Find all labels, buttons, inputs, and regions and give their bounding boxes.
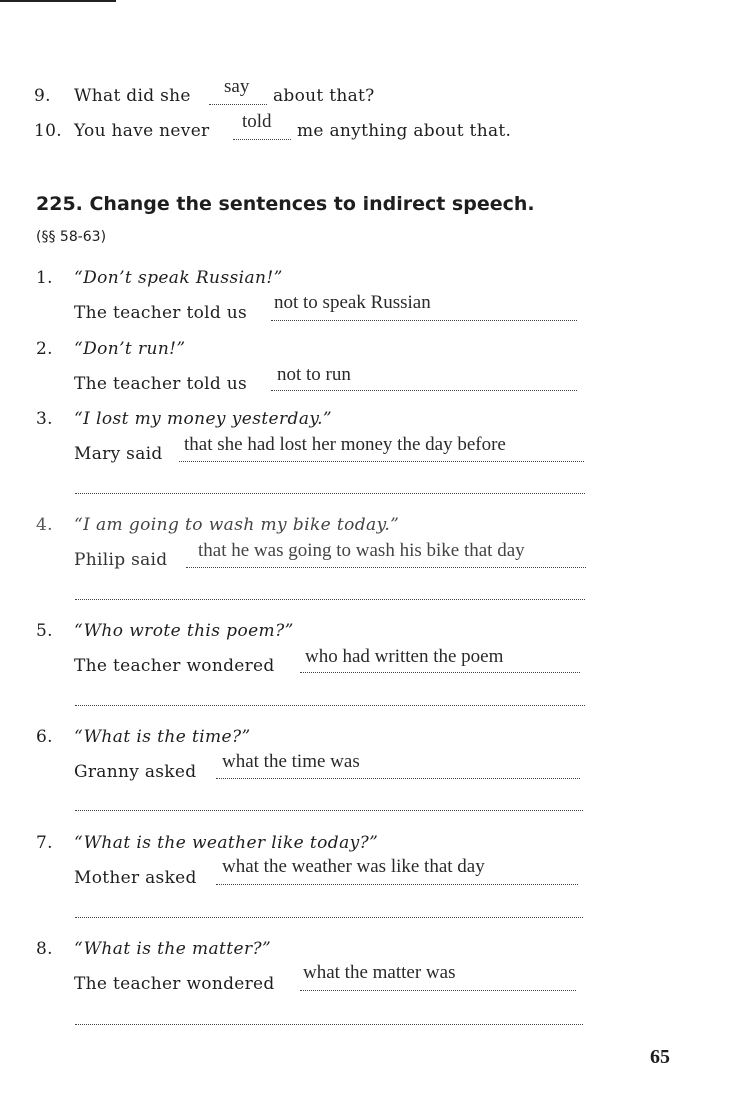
direct-speech-prompt: “Don’t run!”	[74, 339, 186, 359]
reporting-lead: Philip said	[74, 550, 168, 570]
reporting-lead: The teacher told us	[74, 374, 248, 394]
item-number: 7.	[36, 833, 53, 853]
direct-speech-prompt: “What is the time?”	[74, 727, 251, 747]
answer-continuation-line	[75, 1024, 583, 1025]
direct-speech-prompt: “What is the weather like today?”	[74, 833, 379, 853]
reporting-lead: The teacher told us	[74, 303, 248, 323]
direct-speech-prompt: “I lost my money yesterday.”	[74, 409, 333, 429]
reporting-lead: The teacher wondered	[74, 656, 275, 676]
item-number: 8.	[36, 939, 53, 959]
answer-continuation-line	[75, 810, 583, 811]
handwritten-answer: say	[224, 76, 250, 97]
reporting-lead: Mother asked	[74, 868, 197, 888]
answer-dotted-line	[186, 567, 586, 568]
handwritten-answer: what the weather was like that day	[222, 856, 485, 877]
answer-continuation-line	[75, 599, 585, 600]
direct-speech-prompt: “I am going to wash my bike today.”	[74, 515, 400, 535]
handwritten-answer: that he was going to wash his bike that day	[198, 540, 525, 561]
handwritten-answer: that she had lost her money the day before	[184, 434, 506, 455]
answer-continuation-line	[75, 917, 583, 918]
answer-dotted-line	[271, 390, 577, 391]
answer-dotted-line	[216, 778, 580, 779]
item-number: 2.	[36, 339, 53, 359]
handwritten-answer: not to speak Russian	[274, 292, 431, 313]
handwritten-answer: what the time was	[222, 751, 360, 772]
direct-speech-prompt: “Who wrote this poem?”	[74, 621, 294, 641]
answer-dotted-line	[300, 672, 580, 673]
item-number: 1.	[36, 268, 53, 288]
item-number: 4.	[36, 515, 53, 535]
item-text-before: You have never	[74, 121, 210, 141]
answer-dotted-line	[271, 320, 577, 321]
page-number: 65	[650, 1046, 670, 1068]
item-text-before: What did she	[74, 86, 191, 106]
answer-continuation-line	[75, 705, 585, 706]
answer-continuation-line	[75, 493, 585, 494]
reporting-lead: Granny asked	[74, 762, 197, 782]
answer-dotted-line	[209, 104, 267, 105]
handwritten-answer: what the matter was	[303, 962, 456, 983]
answer-dotted-line	[179, 461, 584, 462]
item-number: 6.	[36, 727, 53, 747]
answer-dotted-line	[216, 884, 578, 885]
item-text-after: about that?	[273, 86, 375, 106]
item-number: 3.	[36, 409, 53, 429]
handwritten-answer: told	[242, 111, 272, 132]
item-text-after: me anything about that.	[297, 121, 512, 141]
direct-speech-prompt: “Don’t speak Russian!”	[74, 268, 283, 288]
item-number: 10.	[34, 121, 62, 141]
item-number: 9.	[34, 86, 51, 106]
handwritten-answer: who had written the poem	[305, 646, 504, 667]
exercise-title: 225. Change the sentences to indirect speech.	[36, 193, 535, 215]
answer-dotted-line	[300, 990, 576, 991]
top-rule	[0, 0, 116, 2]
reporting-lead: The teacher wondered	[74, 974, 275, 994]
direct-speech-prompt: “What is the matter?”	[74, 939, 272, 959]
answer-dotted-line	[233, 139, 291, 140]
exercise-reference: (§§ 58-63)	[36, 229, 107, 245]
handwritten-answer: not to run	[277, 364, 351, 385]
item-number: 5.	[36, 621, 53, 641]
reporting-lead: Mary said	[74, 444, 163, 464]
